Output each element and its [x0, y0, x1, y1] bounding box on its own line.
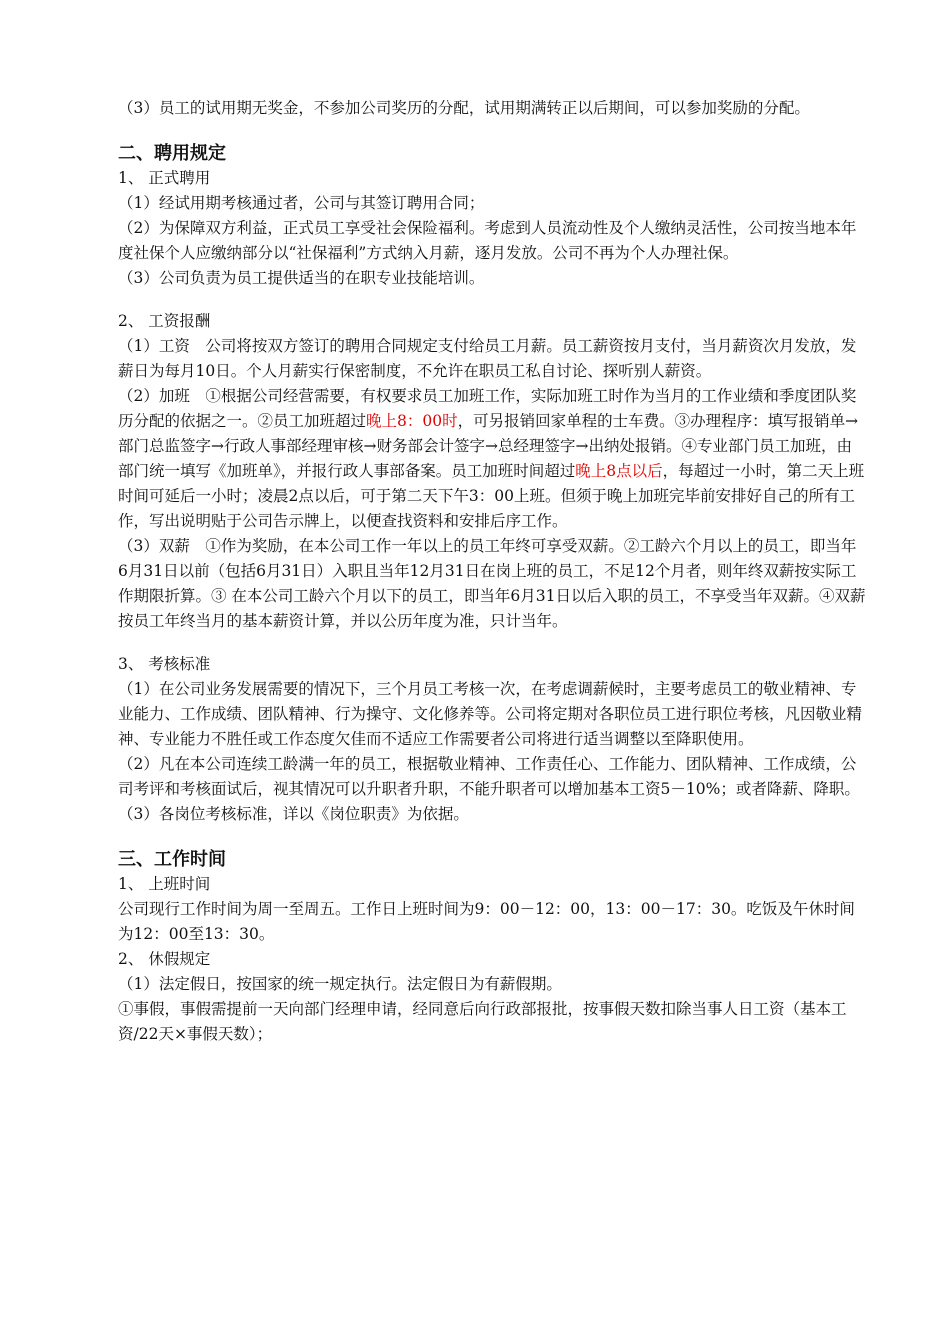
paragraph-holidays: （1）法定假日，按国家的统一规定执行。法定假日为有薪假期。: [118, 975, 562, 993]
document-body: [118, 96, 866, 1047]
subsection-title-formal-hire: 1、 正式聘用: [118, 169, 211, 187]
overtime-text-2: ，可另报销回家单程的士车费。③办理程序：填写报销单→部门总监签字→行政人事部经理审核→财务部会计签字→总经理签字→出纳处报销。④专业部门员工加班，由部门统一填写《加班单》，并报行政人事部备案。员工加班时间超过: [118, 412, 859, 480]
spacer: [118, 827, 866, 847]
subsection-title-salary: 2、 工资报酬: [118, 312, 211, 330]
paragraph-contract: （1）经试用期考核通过者，公司与其签订聘用合同；: [118, 194, 485, 212]
paragraph-salary: （1）工资 公司将按双方签订的聘用合同规定支付给员工月薪。员工薪资按月支付，当月薪资次月发放，发薪日为每月10日。个人月薪实行保密制度，不允许在职员工私自讨论、探听别人薪资。: [118, 337, 857, 380]
paragraph-assessment-3: （3）各岗位考核标准，详以《岗位职责》为依据。: [118, 805, 469, 823]
paragraph-assessment-1: （1）在公司业务发展需要的情况下，三个月员工考核一次，在考虑调薪候时，主要考虑员工的敬业精神、专业能力、工作成绩、团队精神、行为操守、文化修养等。公司将定期对各职位员工进行职位考核，凡因敬业精神、专业能力不胜任或工作态度欠佳而不适应工作需要者公司将进行适当调整以至降职使用。: [118, 680, 863, 748]
paragraph-social-insurance: （2）为保障双方利益，正式员工享受社会保险福利。考虑到人员流动性及个人缴纳灵活性，公司按当地本年度社保个人应缴纳部分以“社保福利”方式纳入月薪，逐月发放。公司不再为个人办理社保。: [118, 219, 857, 262]
subsection-title-leave: 2、 休假规定: [118, 950, 211, 968]
paragraph-office-hours: 公司现行工作时间为周一至周五。工作日上班时间为9：00－12：00，13：00－17：30。吃饭及午休时间为12：00至13：30。: [118, 900, 855, 943]
overtime-highlight-2: 晚上8点以后: [575, 462, 663, 480]
section-title-employment: 二、聘用规定: [118, 143, 226, 164]
overtime-text-1: （2）加班 ①根据公司经营需要，有权要求员工加班工作，实际加班工时作为当月的工作业绩和季度团队奖历分配的依据之一。②员工加班超过: [118, 387, 857, 430]
paragraph-overtime: [118, 384, 866, 534]
paragraph-training: （3）公司负责为员工提供适当的在职专业技能培训。: [118, 269, 485, 287]
spacer: [118, 634, 866, 652]
section-title-work-time: 三、工作时间: [118, 849, 226, 870]
paragraph-personal-leave: ①事假，事假需提前一天向部门经理申请，经同意后向行政部报批，按事假天数扣除当事人日工资（基本工资/22天×事假天数）；: [118, 1000, 847, 1043]
overtime-highlight-1: 晚上8：00时: [366, 412, 458, 430]
paragraph-double-salary: （3）双薪 ①作为奖励，在本公司工作一年以上的员工年终可享受双薪。②工龄六个月以上的员工，即当年6月31日以前（包括6月31日）入职且当年12月31日在岗上班的员工，不足12个月者，则年终双薪按实际工作期限折算。③ 在本公司工龄六个月以下的员工，即当年6月31日以后入职的员工，不享受当年双薪。④双薪按员工年终当月的基本薪资计算，并以公历年度为准，只计当年。: [118, 537, 866, 630]
spacer: [118, 121, 866, 141]
overtime-text-3: ，每超过一小时，第二天上班时间可延后一小时；凌晨2点以后，可于第二天下午3：00上班。但须于晚上加班完毕前安排好自己的所有工作，写出说明贴于公司告示牌上，以便查找资料和安排后序工作。: [118, 462, 865, 530]
spacer: [118, 291, 866, 309]
paragraph-assessment-2: （2）凡在本公司连续工龄满一年的员工，根据敬业精神、工作责任心、工作能力、团队精神、工作成绩，公司考评和考核面试后，视其情况可以升职者升职，不能升职者可以增加基本工资5－10%；或者降薪、降职。: [118, 755, 860, 798]
subsection-title-assessment: 3、 考核标准: [118, 655, 211, 673]
subsection-title-office-hours: 1、 上班时间: [118, 875, 211, 893]
paragraph-probation-bonus: （3）员工的试用期无奖金，不参加公司奖历的分配，试用期满转正以后期间，可以参加奖励的分配。: [118, 99, 810, 117]
